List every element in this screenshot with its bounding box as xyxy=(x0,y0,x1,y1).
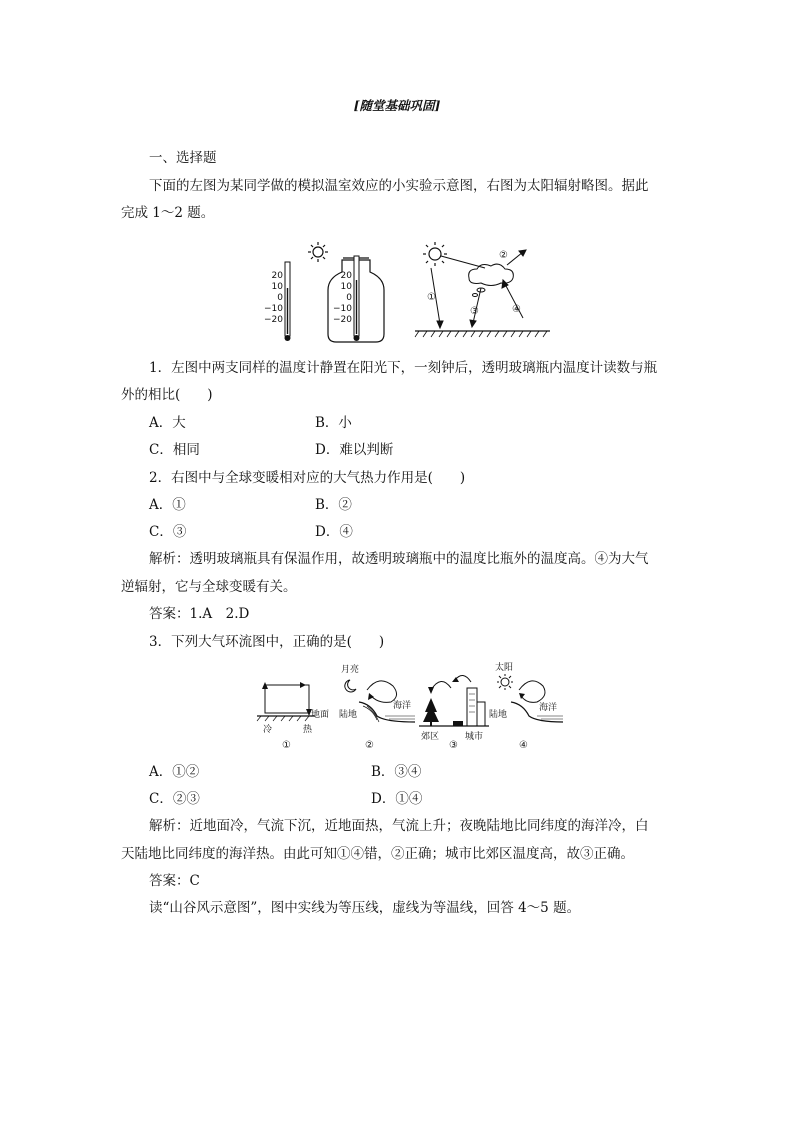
marker-1: ① xyxy=(427,292,436,303)
q1-option-b: B．小 xyxy=(315,415,352,431)
q3-option-b: B．③④ xyxy=(371,764,422,780)
section-title: [随堂基础巩固] xyxy=(353,98,441,113)
marker-3: ③ xyxy=(470,306,479,317)
panel-number: ② xyxy=(365,740,374,751)
tick-label: 0 xyxy=(277,293,283,303)
q2-option-a: A．① xyxy=(149,497,186,513)
label-city: 城市 xyxy=(465,732,484,742)
figure-circulation-diagrams xyxy=(255,660,565,752)
sun-icon xyxy=(308,242,328,262)
q3-option-c: C．②③ xyxy=(149,791,200,807)
building-icon xyxy=(467,688,485,726)
intro-line-2: 完成 1～2 题。 xyxy=(121,205,215,221)
label-moon: 月亮 xyxy=(341,665,360,675)
q2-option-d: D．④ xyxy=(315,524,353,540)
marker-4: ④ xyxy=(512,304,521,315)
tick-label: 10 xyxy=(340,282,352,292)
label-sea: 海洋 xyxy=(393,701,412,711)
q3-option-a: A．①② xyxy=(149,764,200,780)
sun-icon xyxy=(423,242,447,266)
label-suburb: 郊区 xyxy=(421,732,440,742)
q1-option-d: D．难以判断 xyxy=(315,442,394,458)
intro-line-1: 下面的左图为某同学做的模拟温室效应的小实验示意图，右图为太阳辐射略图。据此 xyxy=(149,178,649,194)
label-land: 陆地 xyxy=(489,710,508,720)
panel-2 xyxy=(339,664,415,751)
marker-2: ② xyxy=(499,250,508,261)
analysis-2-line-2: 天陆地比同纬度的海洋热。由此可知①④错，②正确；城市比郊区温度高，故③正确。 xyxy=(121,846,634,862)
panel-4 xyxy=(489,661,563,751)
ground-hatch xyxy=(415,331,547,337)
q3-option-d: D．①④ xyxy=(371,791,423,807)
answer-2: 答案：C xyxy=(149,873,200,889)
label-cold: 冷 xyxy=(263,725,273,735)
car-icon xyxy=(453,721,463,726)
answer-1: 答案：1.A 2.D xyxy=(149,606,250,622)
panel-1 xyxy=(257,682,329,751)
analysis-2-line-1: 解析：近地面冷，气流下沉，近地面热，气流上升；夜晚陆地比同纬度的海洋冷，白 xyxy=(149,818,649,834)
label-ground: 地面 xyxy=(311,710,330,720)
tick-label: −10 xyxy=(333,304,352,314)
outside-thermometer xyxy=(264,262,291,341)
q2-option-b: B．② xyxy=(315,497,352,513)
inside-thermometer xyxy=(333,256,360,341)
q3-stem: 3．下列大气环流图中，正确的是( ) xyxy=(149,634,385,650)
q2-stem: 2．右图中与全球变暖相对应的大气热力作用是( ) xyxy=(149,470,466,486)
label-sun: 太阳 xyxy=(495,663,514,673)
q1-line-2: 外的相比( ) xyxy=(121,387,213,403)
q2-option-c: C．③ xyxy=(149,524,187,540)
panel-number: ④ xyxy=(519,740,528,751)
label-land: 陆地 xyxy=(339,710,358,720)
tick-label: 0 xyxy=(346,293,352,303)
tree-icon xyxy=(423,698,439,726)
panel-3 xyxy=(419,675,489,751)
label-sea: 海洋 xyxy=(539,703,558,713)
tick-label: −10 xyxy=(264,304,283,314)
tick-label: −20 xyxy=(333,315,352,325)
label-hot: 热 xyxy=(303,725,313,735)
tick-label: 10 xyxy=(271,282,283,292)
analysis-1-line-1: 解析：透明玻璃瓶具有保温作用，故透明玻璃瓶中的温度比瓶外的温度高。④为大气 xyxy=(149,551,649,567)
q1-line-1: 1．左图中两支同样的温度计静置在阳光下，一刻钟后，透明玻璃瓶内温度计读数与瓶 xyxy=(149,360,658,376)
part-heading: 一、选择题 xyxy=(149,150,217,166)
analysis-1-line-2: 逆辐射，它与全球变暖有关。 xyxy=(121,579,297,595)
tick-label: −20 xyxy=(264,315,283,325)
sun-icon xyxy=(497,674,513,690)
panel-number: ① xyxy=(282,740,291,751)
cloud-icon xyxy=(469,264,514,296)
q1-option-a: A．大 xyxy=(149,415,186,431)
q1-option-c: C．相同 xyxy=(149,442,200,458)
tick-label: 20 xyxy=(271,271,283,281)
tick-label: 20 xyxy=(340,271,352,281)
figure-greenhouse-and-radiation xyxy=(255,238,555,346)
moon-icon xyxy=(345,680,356,692)
read-instruction: 读“山谷风示意图”，图中实线为等压线，虚线为等温线，回答 4～5 题。 xyxy=(149,900,581,916)
panel-number: ③ xyxy=(449,740,458,751)
